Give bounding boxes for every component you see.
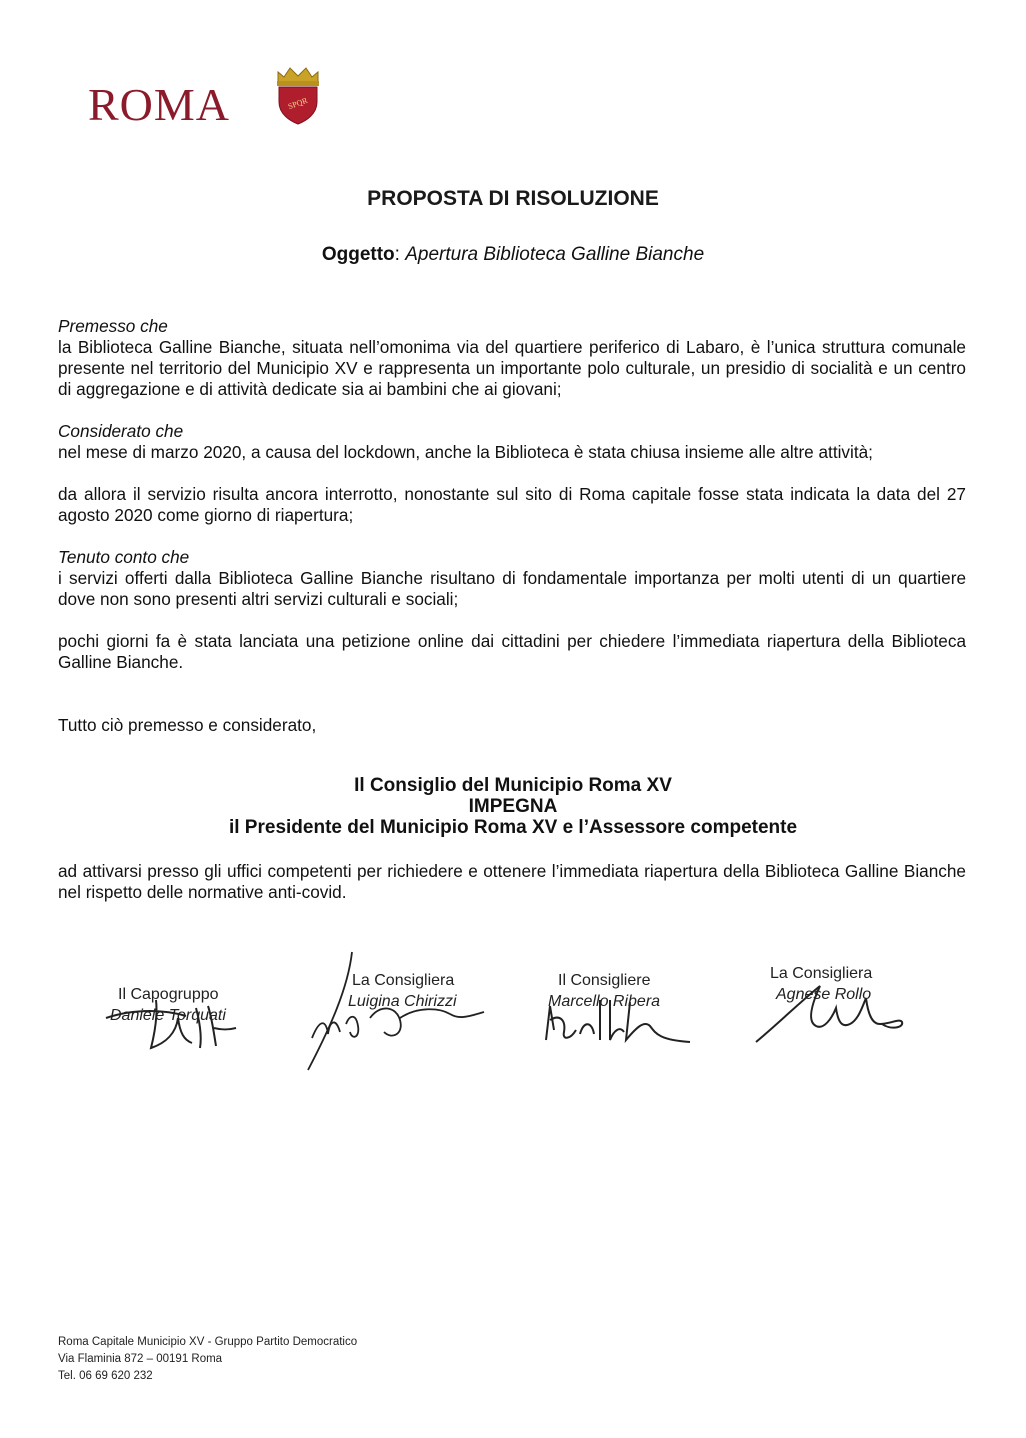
- signature-scribble-3: [540, 990, 700, 1050]
- decision-block: [0, 775, 1026, 838]
- signature-role: La Consigliera: [352, 972, 455, 989]
- subject-separator: :: [394, 244, 406, 265]
- decision-line-2: IMPEGNA: [468, 796, 558, 817]
- decision-line-3: il Presidente del Municipio Roma XV e l’Assessore competente: [228, 817, 798, 838]
- considerato-paragraph-1: nel mese di marzo 2020, a causa del lockdown, anche la Biblioteca è stata chiusa insieme alle altre attività;: [58, 442, 873, 462]
- signature-role: Il Consigliere: [558, 972, 651, 989]
- document-title: PROPOSTA DI RISOLUZIONE: [367, 187, 659, 210]
- subject-value: Apertura Biblioteca Galline Bianche: [405, 244, 705, 265]
- footer-line-2: Via Flaminia 872 – 00191 Roma: [58, 1353, 223, 1365]
- subject-line: [0, 244, 1026, 266]
- roma-crest-icon: [272, 64, 324, 126]
- signature-role: Il Capogruppo: [118, 986, 219, 1003]
- decision-line-1: Il Consiglio del Municipio Roma XV: [354, 775, 672, 796]
- footer-line-1: Roma Capitale Municipio XV - Gruppo Partito Democratico: [58, 1336, 358, 1348]
- conclusion-line: Tutto ciò premesso e considerato,: [58, 715, 317, 735]
- signature-scribble-1: [96, 988, 276, 1056]
- signature-role: La Consigliera: [770, 965, 873, 982]
- signature-scribble-2: [300, 948, 490, 1078]
- footer: [58, 1334, 357, 1385]
- roma-logo-text: ROMA: [88, 79, 231, 130]
- document-body: [58, 316, 966, 736]
- signature-name: Daniele Torquati: [110, 1007, 226, 1024]
- signature-name: Marcello Ribera: [548, 993, 661, 1010]
- tenuto-paragraph-2: pochi giorni fa è stata lanciata una petizione online dai cittadini per chiedere l’immediata riapertura della Biblioteca Galline Bianche.: [58, 631, 966, 672]
- crest-text: SPQR: [286, 95, 309, 112]
- tenuto-heading: Tenuto conto che: [58, 547, 190, 567]
- signature-scribble-4: [750, 978, 910, 1048]
- commitment-paragraph: ad attivarsi presso gli uffici competenti per richiedere e ottenere l’immediata riapertura della Biblioteca Galline Bianche nel rispetto delle normative anti-covid.: [58, 861, 966, 902]
- subject-label: Oggetto: [321, 244, 395, 265]
- premesso-paragraph: la Biblioteca Galline Bianche, situata nell’omonima via del quartiere periferico di Labaro, è l’unica struttura comunale presente nel territorio del Municipio XV e rappresenta un importante polo culturale, un presidio di socialità e un centro di aggregazione e di attività dedicate sia ai bambini che ai giovani;: [58, 337, 966, 399]
- signature-name: Luigina Chirizzi: [348, 993, 457, 1010]
- footer-line-3: Tel. 06 69 620 232: [58, 1370, 153, 1382]
- premesso-heading: Premesso che: [58, 316, 168, 336]
- tenuto-paragraph-1: i servizi offerti dalla Biblioteca Galline Bianche risultano di fondamentale importanza per molti utenti di un quartiere dove non sono presenti altri servizi culturali e sociali;: [58, 568, 966, 609]
- signature-name: Agnese Rollo: [776, 986, 872, 1003]
- considerato-paragraph-2: da allora il servizio risulta ancora interrotto, nonostante sul sito di Roma capitale fosse stata indicata la data del 27 agosto 2020 come giorno di riapertura;: [58, 484, 966, 525]
- considerato-heading: Considerato che: [58, 421, 184, 441]
